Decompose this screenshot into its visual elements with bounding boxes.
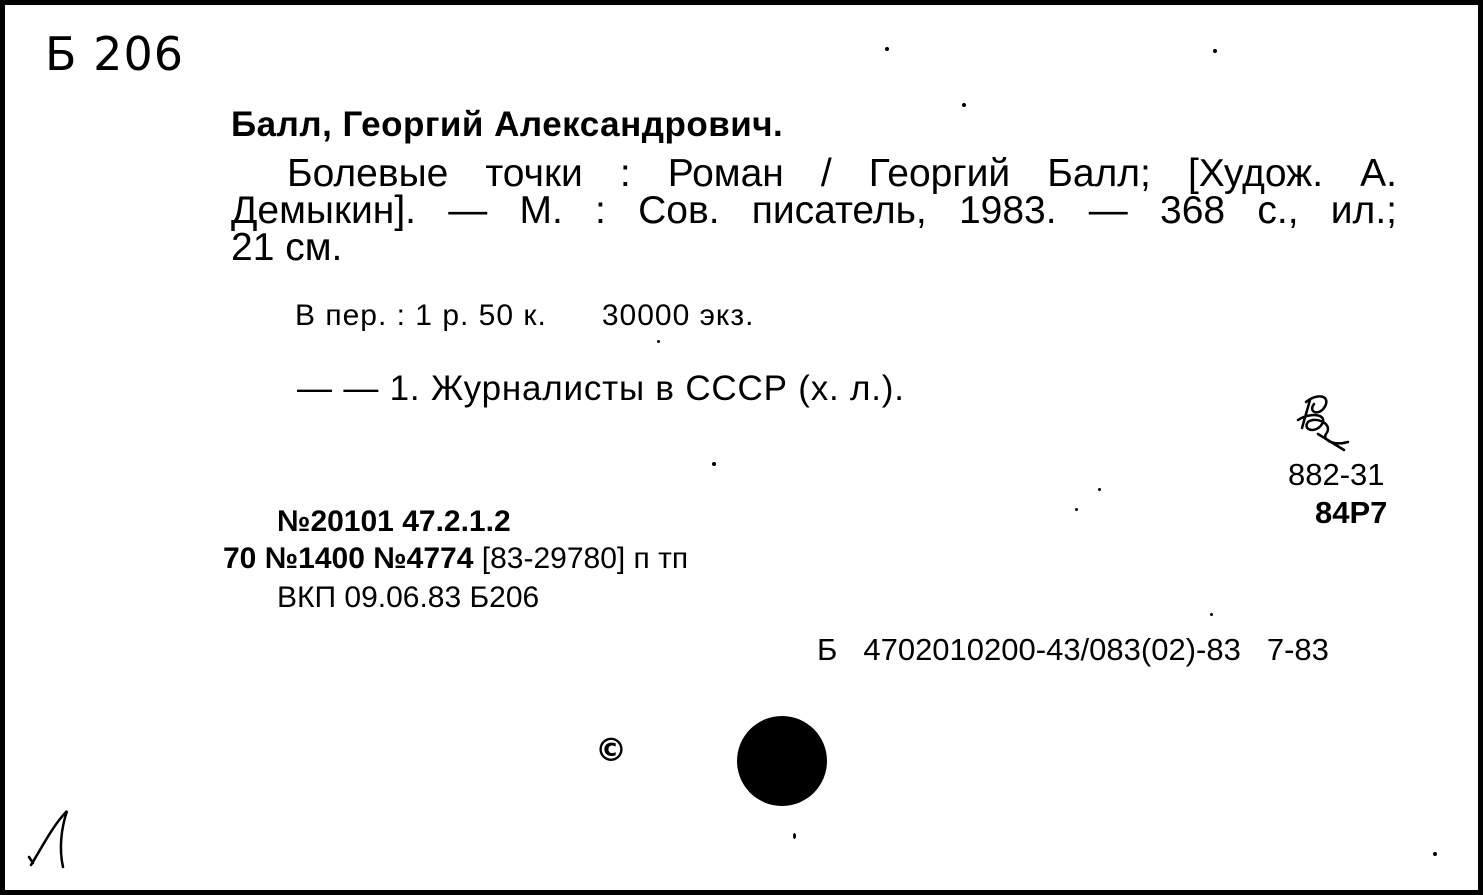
- author-heading: Балл, Георгий Александрович.: [231, 105, 784, 144]
- subject-heading: — — 1. Журналисты в СССР (х. л.).: [297, 369, 905, 408]
- ink-speck: [657, 340, 660, 343]
- price: В пер. : 1 р. 50 к.: [295, 299, 547, 332]
- ink-speck: [885, 47, 889, 51]
- description-line-3: 21 см.: [231, 226, 343, 269]
- publisher-code-prefix: Б: [817, 632, 838, 667]
- ink-speck: [793, 833, 796, 839]
- ink-speck: [1075, 508, 1078, 511]
- print-run: 30000 экз.: [601, 299, 755, 332]
- handwritten-mark: [27, 805, 73, 871]
- punch-hole: [737, 716, 827, 806]
- tech-prefix: 70: [223, 542, 257, 575]
- ink-speck: [1098, 488, 1101, 491]
- copyright-sign: ©: [595, 731, 627, 769]
- classification-code: 882-31: [1288, 457, 1385, 492]
- tech-line-1: №20101 47.2.1.2: [277, 505, 511, 538]
- description-line-2: Демыкин]. — М. : Сов. писатель, 1983. — 368 с., ил.;: [231, 189, 1397, 232]
- publisher-code-suffix: 7-83: [1266, 632, 1329, 667]
- tech-numbers: №1400 №4774: [264, 542, 474, 575]
- price-line: [295, 299, 754, 333]
- handwritten-initials: [1288, 390, 1352, 456]
- publisher-code-number: 4702010200-43/083(02)-83: [863, 632, 1241, 667]
- ink-speck: [1433, 852, 1437, 856]
- author-sign: 84Р7: [1315, 495, 1388, 530]
- ink-speck: [1210, 613, 1213, 616]
- publisher-code: [817, 632, 1329, 668]
- call-number: Б 206: [45, 27, 184, 81]
- ink-speck: [962, 103, 966, 107]
- description-line-1: Болевые точки : Роман / Георгий Балл; [Худож. А.: [287, 152, 1397, 195]
- tech-line-2: [223, 542, 688, 576]
- tech-line-3: ВКП 09.06.83 Б206: [277, 581, 540, 614]
- ink-speck: [1213, 49, 1217, 53]
- bibliographic-description: [231, 152, 1397, 269]
- ink-speck: [712, 462, 716, 466]
- tech-rest: [83-29780] п тп: [481, 542, 689, 575]
